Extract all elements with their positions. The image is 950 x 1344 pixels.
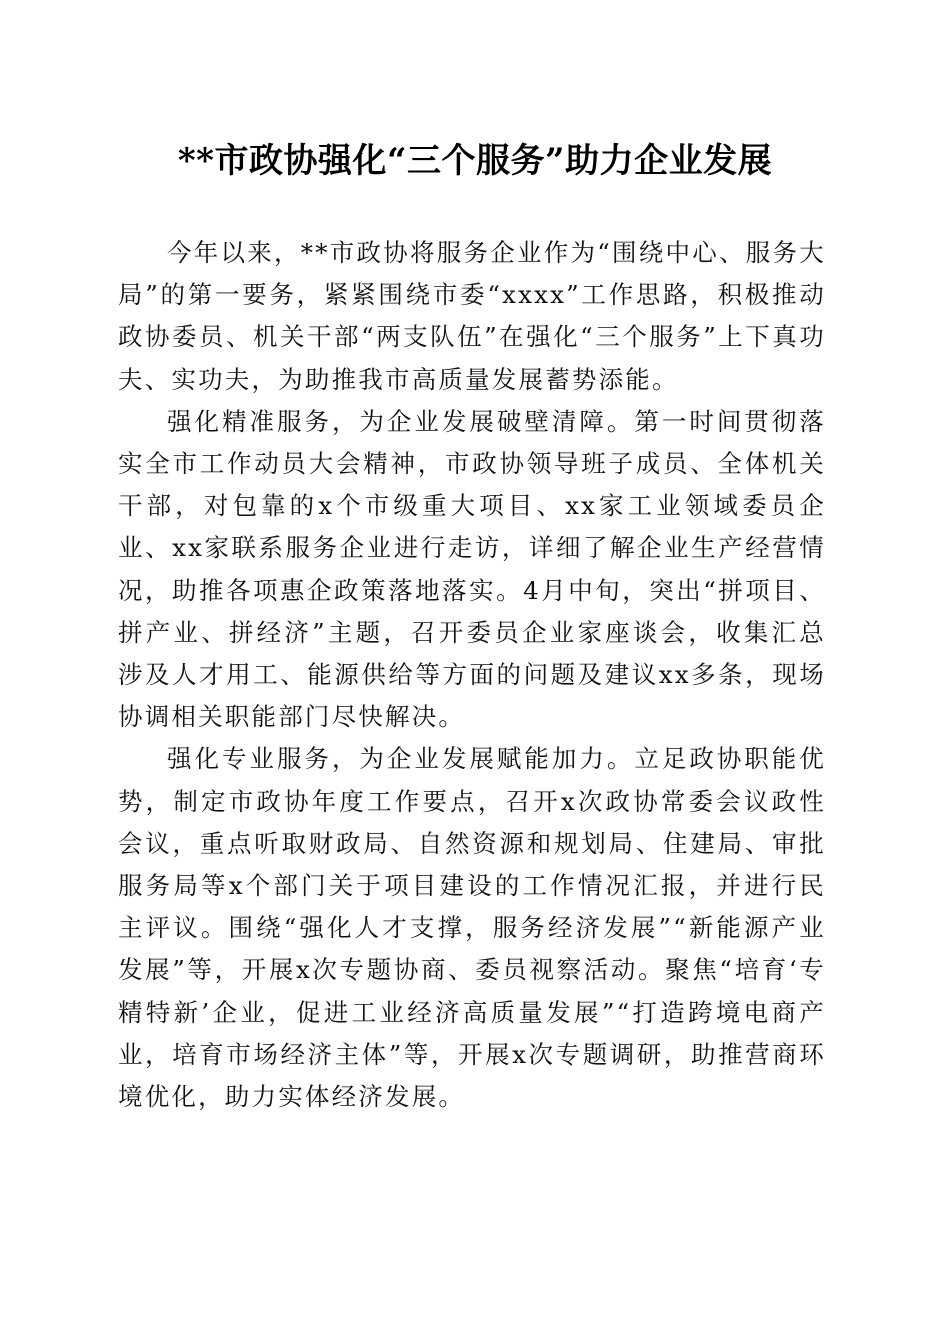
paragraph-intro: 今年以来，**市政协将服务企业作为“围绕中心、服务大局”的第一要务，紧紧围绕市委“xxxx”工作思路，积极推动政协委员、机关干部“两支队伍”在强化“三个服务”上下真功夫、实功夫，为助推我市高质量发展蓄势添能。 [118, 238, 826, 394]
document-body [118, 232, 826, 1118]
paragraph-precise-service: 强化精准服务，为企业发展破壁清障。第一时间贯彻落实全市工作动员大会精神，市政协领导班子成员、全体机关干部，对包靠的x个市级重大项目、xx家工业领域委员企业、xx家联系服务企业进行走访，详细了解企业生产经营情况，助推各项惠企政策落地落实。4月中旬，突出“拼项目、拼产业、拼经济”主题，召开委员企业家座谈会，收集汇总涉及人才用工、能源供给等方面的问题及建议xx多条，现场协调相关职能部门尽快解决。 [118, 406, 826, 732]
document-title: **市政协强化“三个服务”助力企业发展 [177, 141, 773, 181]
paragraph-professional-service: 强化专业服务，为企业发展赋能加力。立足政协职能优势，制定市政协年度工作要点，召开x次政协常委会议政性会议，重点听取财政局、自然资源和规划局、住建局、审批服务局等x个部门关于项目建设的工作情况汇报，并进行民主评议。围绕“强化人才支撑，服务经济发展”“新能源产业发展”等，开展x次专题协商、委员视察活动。聚焦“培育‘专精特新’企业，促进工业经济高质量发展”“打造跨境电商产业，培育市场经济主体”等，开展x次专题调研，助推营商环境优化，助力实体经济发展。 [118, 744, 826, 1112]
